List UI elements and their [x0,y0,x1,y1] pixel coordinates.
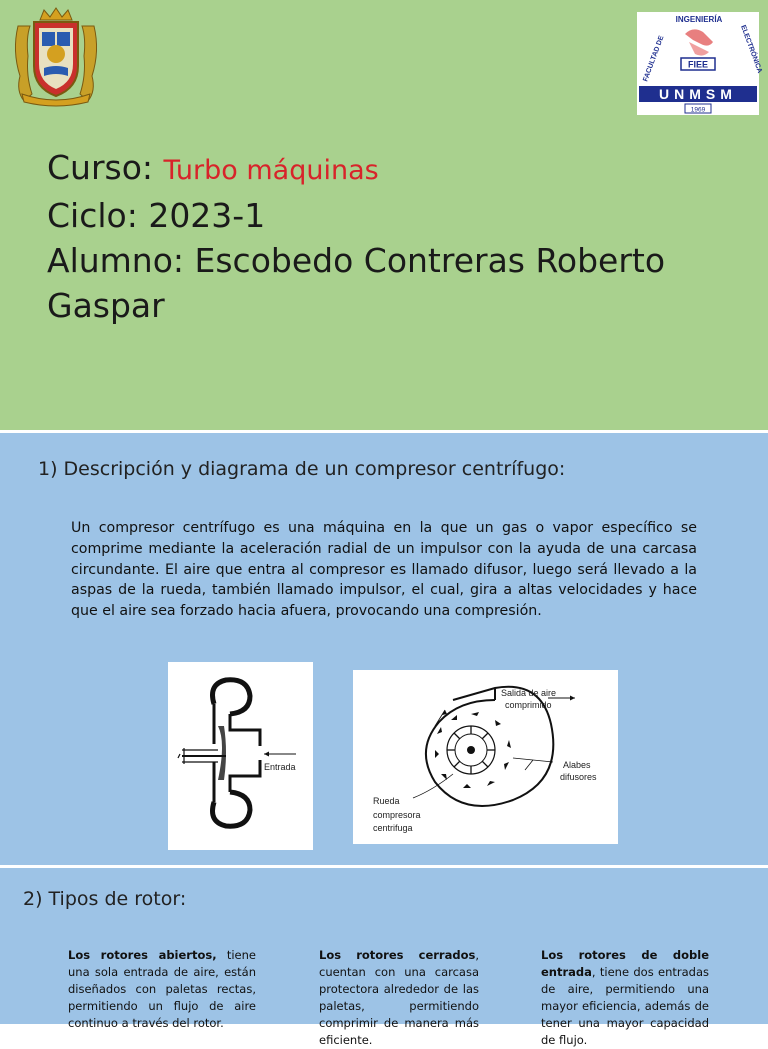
university-crest-logo [12,6,100,106]
wheel-label-3: centrifuga [373,823,413,833]
course-line [47,145,747,193]
open-rotor-column [68,947,256,1032]
logo-badge-text: FIEE [687,59,709,70]
logo-year-text: 1969 [690,106,706,114]
open-rotor-title: Los rotores abiertos, [68,948,217,962]
closed-rotor-title: Los rotores cerrados [319,948,476,962]
wheel-label-1: Rueda [373,796,400,806]
outlet-label-1: Salida de aire [501,688,557,698]
student-line-2: Gaspar [47,286,165,325]
section2-title: 2) Tipos de rotor: [23,888,187,910]
logo-university-text: UNMSM [659,86,737,102]
double-entry-rotor-column [541,947,709,1049]
title-slide [0,0,768,430]
vanes-label-1: Alabes [563,760,591,770]
centrifugal-compressor-diagram [353,670,618,844]
section1-title: 1) Descripción y diagrama de un compresor centrífugo: [38,458,566,480]
entrada-label: Entrada [264,762,296,772]
closed-rotor-column [319,947,479,1049]
vanes-label-2: difusores [560,772,597,782]
closed-rotor-text: , cuentan con una carcasa protectora alrededor de las paletas, permitiendo comprimir de manera más eficiente. [319,948,479,1047]
faculty-logo [637,12,763,115]
section1-paragraph: Un compresor centrífugo es una máquina en la que un gas o vapor específico se comprime mediante la aceleración radial de un impulsor con la ayuda de una carcasa circundante. El aire que entra al compresor es llamado difusor, luego será llevado a la aspas de la rueda, también llamado impulsor, el cual, gira a altas velocidades y hace que el aire sea forzado hacia afuera, provocando una compresión. [71,520,697,620]
compressor-section-diagram [168,662,313,850]
course-label: Curso: [47,148,164,187]
logo-right-arc-text: ELECTRÓNICA [739,24,763,75]
student-line-1: Alumno: Escobedo Contreras Roberto [47,241,666,280]
outlet-label-2: comprimido [505,700,552,710]
double-entry-rotor-text: , tiene dos entradas de aire, permitiendo una mayor eficiencia, además de tener una mayor capacidad de flujo. [541,965,709,1047]
open-rotor-text: tiene una sola entrada de aire, están diseñados con paletas rectas, permitiendo un flujo de aire continuo a través del rotor. [68,948,256,1030]
course-value: Turbo máquinas [163,155,379,186]
logo-left-arc-text: FACULTAD DE [642,34,666,83]
cycle-line: Ciclo: 2023-1 [47,196,266,235]
student-info [47,145,747,328]
double-entry-rotor-title: Los rotores de doble entrada [541,948,709,979]
wheel-label-2: compresora [373,810,421,820]
logo-top-text: INGENIERÍA [675,15,723,24]
